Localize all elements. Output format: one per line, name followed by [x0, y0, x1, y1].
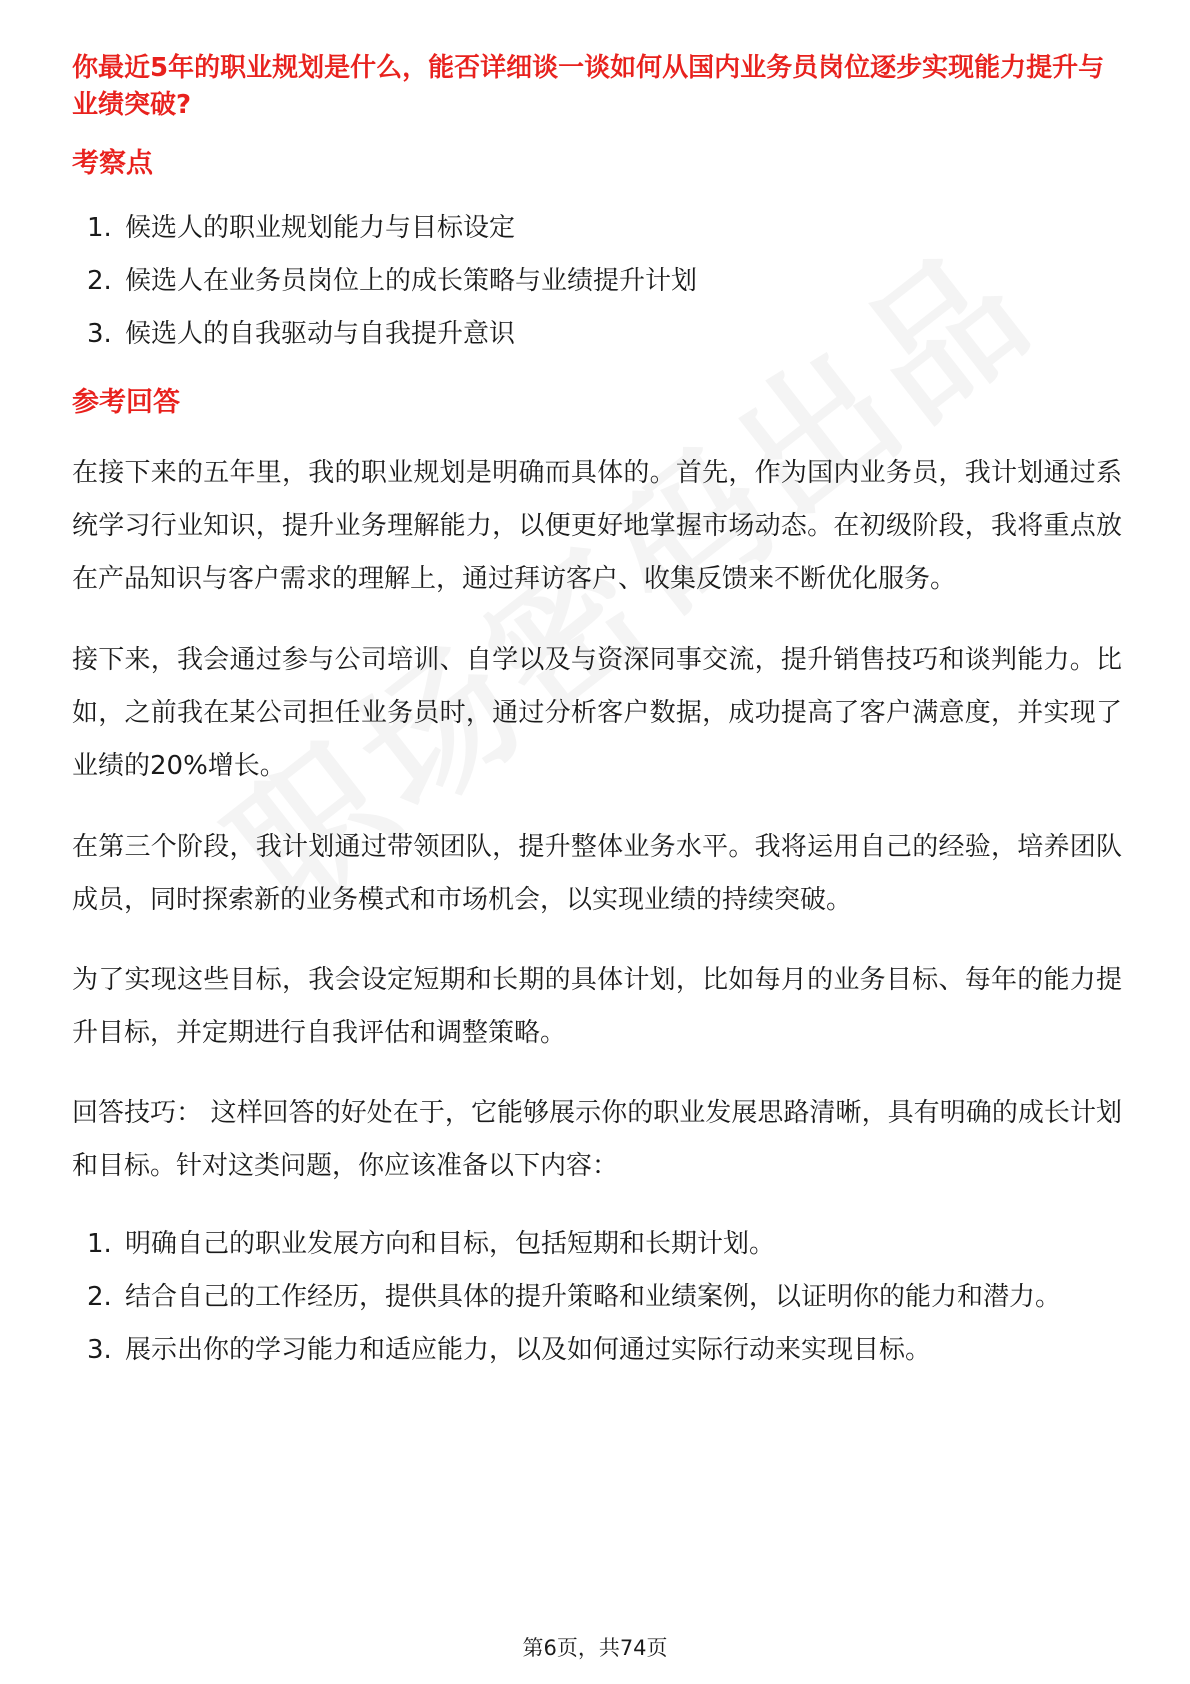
answer-heading: 参考回答	[72, 387, 180, 418]
page-footer: 第6页，共74页	[522, 1636, 668, 1660]
list-number: 3.	[87, 1335, 112, 1365]
focus-list	[72, 202, 1122, 361]
list-number: 1.	[87, 1229, 112, 1259]
list-item-text: 展示出你的学习能力和适应能力，以及如何通过实际行动来实现目标。	[125, 1335, 932, 1365]
list-item-text: 结合自己的工作经历，提供具体的提升策略和业绩案例，以证明你的能力和潜力。	[125, 1282, 1062, 1312]
tip-item	[72, 1324, 1122, 1377]
list-item-text: 候选人的职业规划能力与目标设定	[125, 213, 516, 243]
list-item-text: 候选人的自我驱动与自我提升意识	[125, 319, 516, 349]
answer-paragraph: 接下来，我会通过参与公司培训、自学以及与资深同事交流，提升销售技巧和谈判能力。比如，之前我在某公司担任业务员时，通过分析客户数据，成功提高了客户满意度，并实现了业绩的20%增长。	[72, 645, 1122, 781]
tips-list	[72, 1218, 1122, 1377]
answer-paragraph: 为了实现这些目标，我会设定短期和长期的具体计划，比如每月的业务目标、每年的能力提升目标，并定期进行自我评估和调整策略。	[72, 965, 1122, 1048]
focus-item	[72, 202, 1122, 255]
focus-item	[72, 308, 1122, 361]
question-title: 你最近5年的职业规划是什么，能否详细谈一谈如何从国内业务员岗位逐步实现能力提升与业绩突破?	[72, 53, 1105, 120]
list-number: 2.	[87, 266, 112, 296]
focus-heading: 考察点	[72, 148, 153, 179]
tips-intro-paragraph: 回答技巧： 这样回答的好处在于，它能够展示你的职业发展思路清晰，具有明确的成长计划和目标。针对这类问题，你应该准备以下内容：	[72, 1098, 1122, 1181]
tip-item	[72, 1271, 1122, 1324]
tip-item	[72, 1218, 1122, 1271]
list-number: 1.	[87, 213, 112, 243]
answer-paragraph: 在接下来的五年里，我的职业规划是明确而具体的。首先，作为国内业务员，我计划通过系统学习行业知识，提升业务理解能力，以便更好地掌握市场动态。在初级阶段，我将重点放在产品知识与客户需求的理解上，通过拜访客户、收集反馈来不断优化服务。	[72, 458, 1122, 594]
focus-item	[72, 255, 1122, 308]
list-number: 2.	[87, 1282, 112, 1312]
list-item-text: 明确自己的职业发展方向和目标，包括短期和长期计划。	[125, 1229, 776, 1259]
list-item-text: 候选人在业务员岗位上的成长策略与业绩提升计划	[125, 266, 698, 296]
list-number: 3.	[87, 319, 112, 349]
document-body	[72, 50, 1122, 1377]
answer-paragraph: 在第三个阶段，我计划通过带领团队，提升整体业务水平。我将运用自己的经验，培养团队成员，同时探索新的业务模式和市场机会，以实现业绩的持续突破。	[72, 832, 1122, 915]
